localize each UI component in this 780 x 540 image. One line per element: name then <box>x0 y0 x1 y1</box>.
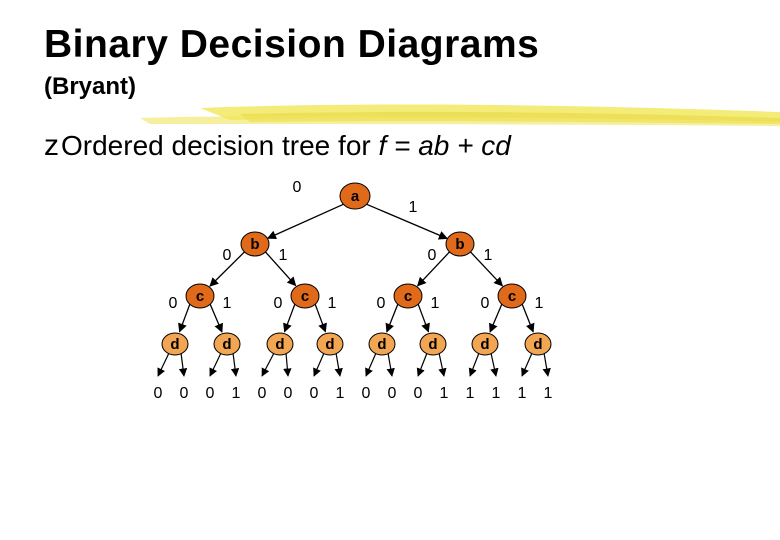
edge-low <box>285 303 296 332</box>
leaf-value: 1 <box>543 385 553 402</box>
edge-high <box>522 303 533 332</box>
node-label: c <box>507 288 517 305</box>
edge-high <box>544 353 548 376</box>
node-b <box>446 232 474 256</box>
edge-high <box>366 204 448 239</box>
edge-label-high: 1 <box>222 295 232 312</box>
edge-low <box>418 353 427 376</box>
edge-label-high: 1 <box>430 295 440 312</box>
edge-low <box>387 303 398 332</box>
edge-high <box>336 353 340 376</box>
node-d <box>214 333 240 355</box>
node-label: d <box>275 336 285 353</box>
node-label: d <box>428 336 438 353</box>
node-a <box>340 183 370 209</box>
node-label: c <box>195 288 205 305</box>
node-d <box>267 333 293 355</box>
node-b <box>241 232 269 256</box>
leaf-value: 0 <box>387 385 397 402</box>
edge-label-high: 1 <box>408 199 418 216</box>
edge-high <box>286 353 288 376</box>
edge-high <box>491 353 496 376</box>
node-c <box>394 284 422 308</box>
node-label: d <box>170 336 180 353</box>
leaf-value: 1 <box>439 385 449 402</box>
edge-low <box>268 204 345 238</box>
edge-label-low: 0 <box>427 247 437 264</box>
edge-label-low: 0 <box>222 247 232 264</box>
tree-leaves <box>154 385 553 402</box>
edge-low <box>490 303 502 332</box>
leaf-value: 0 <box>283 385 293 402</box>
edge-label-low: 0 <box>480 295 490 312</box>
edge-label-low: 0 <box>292 179 302 196</box>
leaf-value: 1 <box>517 385 527 402</box>
node-d <box>525 333 551 355</box>
edge-label-low: 0 <box>168 295 178 312</box>
node-c <box>498 284 526 308</box>
edge-high <box>418 303 429 332</box>
edge-low <box>262 353 274 376</box>
leaf-value: 0 <box>205 385 215 402</box>
edge-high <box>181 353 184 376</box>
node-label: d <box>325 336 335 353</box>
node-c <box>186 284 214 308</box>
leaf-value: 0 <box>309 385 319 402</box>
edge-low <box>522 353 532 376</box>
leaf-value: 1 <box>491 385 501 402</box>
z-bullet-icon: z <box>44 129 59 162</box>
node-d <box>317 333 343 355</box>
page-subtitle: (Bryant) <box>44 73 137 100</box>
edge-label-low: 0 <box>376 295 386 312</box>
node-label: d <box>222 336 232 353</box>
node-label: c <box>300 288 310 305</box>
leaf-value: 0 <box>153 385 163 402</box>
edge-high <box>233 353 236 376</box>
page-title: Binary Decision Diagrams <box>44 23 540 66</box>
node-d <box>420 333 446 355</box>
edge-low <box>210 353 221 376</box>
node-d <box>162 333 188 355</box>
node-d <box>472 333 498 355</box>
edge-label-high: 1 <box>483 247 493 264</box>
leaf-value: 0 <box>257 385 267 402</box>
leaf-value: 0 <box>179 385 189 402</box>
node-label: b <box>250 236 260 253</box>
edge-high <box>388 353 392 376</box>
leaf-value: 0 <box>413 385 423 402</box>
edge-label-high: 1 <box>534 295 544 312</box>
node-label: d <box>377 336 387 353</box>
edge-low <box>366 353 376 376</box>
node-label: d <box>480 336 490 353</box>
edge-label-low: 0 <box>273 295 283 312</box>
edge-high <box>315 303 326 332</box>
node-label: b <box>455 236 465 253</box>
edge-high <box>439 353 444 376</box>
edge-label-high: 1 <box>278 247 288 264</box>
node-label: a <box>350 188 360 205</box>
node-d <box>369 333 395 355</box>
edge-high <box>210 303 222 332</box>
node-label: c <box>403 288 413 305</box>
edge-low <box>470 353 479 376</box>
leaf-value: 1 <box>231 385 241 402</box>
bullet-formula: f = ab + cd <box>378 130 511 161</box>
node-c <box>291 284 319 308</box>
edge-low <box>314 353 324 376</box>
edge-low <box>180 303 191 332</box>
bullet-text: Ordered decision tree for <box>61 130 379 161</box>
node-label: d <box>533 336 543 353</box>
edge-low <box>158 353 169 376</box>
edge-label-high: 1 <box>327 295 337 312</box>
leaf-value: 1 <box>465 385 475 402</box>
leaf-value: 1 <box>335 385 345 402</box>
leaf-value: 0 <box>361 385 371 402</box>
